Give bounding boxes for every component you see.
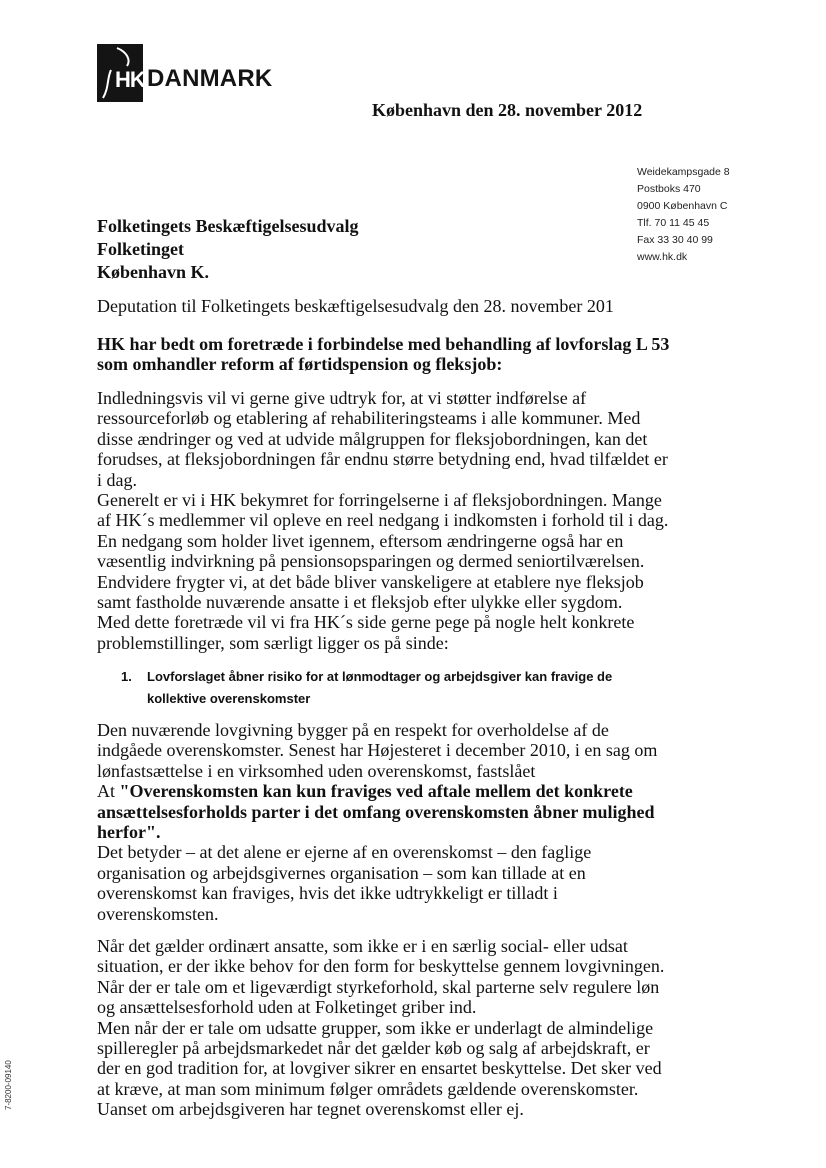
item-number: 1. — [121, 669, 132, 684]
date-line: København den 28. november 2012 — [372, 100, 643, 120]
numbered-item — [121, 666, 612, 710]
body-line: ressourceforløb og etablering af rehabiliteringsteams i alle kommuner. Med — [97, 408, 641, 429]
body-line: situation, er der ikke behov for den form for beskyttelse gennem lovgivningen. — [97, 956, 665, 977]
body-line: indgåede overenskomster. Senest har Højesteret i december 2010, i en sag om — [97, 740, 658, 761]
recipient-line: Folketinget — [97, 239, 184, 259]
quote-line — [97, 781, 657, 801]
body-line: problemstillinger, som særligt ligger os på sinde: — [97, 632, 449, 653]
address-city: 0900 København C — [637, 200, 728, 212]
body-line: Den nuværende lovgivning bygger på en respekt for overholdelse af de — [97, 720, 609, 740]
body-line: lønfastsættelse i en virksomhed uden overenskomst, fastslået — [97, 760, 536, 781]
address-pobox: Postboks 470 — [637, 183, 701, 195]
body-line: Med dette foretræde vil vi fra HK´s side gerne pege på nogle helt konkrete — [97, 612, 635, 633]
body-line: Uanset om arbejdsgiveren har tegnet overenskomst eller ej. — [97, 1099, 524, 1120]
body-line: Når det gælder ordinært ansatte, som ikke er i en særlig social- eller udsat — [97, 936, 628, 956]
body-line: Men når der er tale om udsatte grupper, som ikke er underlagt de almindelige — [97, 1017, 654, 1038]
margin-document-code: 7-8200-09140 — [4, 1060, 13, 1110]
recipient-line: København K. — [97, 262, 210, 282]
sender-address — [637, 164, 730, 266]
body-line: overenskomst kan fraviges, hvis det ikke udtrykkeligt er tilladt i — [97, 883, 558, 904]
heading-line: HK har bedt om foretræde i forbindelse med behandling af lovforslag L 53 — [97, 334, 670, 354]
body-line: En nedgang som holder livet igennem, eftersom ændringerne også har en — [97, 530, 624, 551]
body-line: organisation og arbejdsgivernes organisation – som kan tillade at en — [97, 862, 586, 883]
address-phone: Tlf. 70 11 45 45 — [637, 217, 710, 229]
body-line: forudses, at fleksjobordningen får endnu større betydning end, hvad tilfældet er — [97, 449, 668, 470]
item-line: kollektive overenskomster — [147, 691, 311, 706]
body-line: og ansættelsesforhold uden at Folketinget griber ind. — [97, 997, 477, 1018]
recipient-block — [97, 215, 359, 284]
address-fax: Fax 33 30 40 99 — [637, 234, 713, 246]
section-paragraph — [97, 720, 657, 924]
quote-lead: At — [97, 781, 120, 802]
deputation-line: Deputation til Folketingets beskæftigelsesudvalg den 28. november 201 — [97, 296, 614, 316]
hk-logo-mark — [97, 44, 143, 102]
body-line: Indledningsvis vil vi gerne give udtryk for, at vi støtter indførelse af — [97, 388, 587, 408]
body-line: disse ændringer og ved at udvide målgruppen for fleksjobordningen, kan det — [97, 428, 648, 449]
quote-line: herfor". — [97, 822, 161, 843]
heading-line: som omhandler reform af førtidspension og fleksjob: — [97, 354, 503, 374]
body-line: spilleregler på arbejdsmarkedet når det gælder køb og salg af arbejdskraft, er — [97, 1038, 650, 1059]
body-line: Endvidere frygter vi, at det både bliver vanskeligere at etablere nye fleksjob — [97, 571, 644, 592]
body-line: samt fastholde nuværende ansatte i et fleksjob efter ulykke eller sygdom. — [97, 592, 623, 613]
logo-wordmark: DANMARK — [147, 65, 273, 92]
body-line: Det betyder – at det alene er ejerne af en overenskomst – den faglige — [97, 842, 592, 863]
letter-heading — [97, 334, 677, 374]
address-website: www.hk.dk — [637, 251, 688, 263]
recipient-line: Folketingets Beskæftigelsesudvalg — [97, 216, 359, 236]
body-line: at kræve, at man som minimum følger områdets gældende overenskomster. — [97, 1078, 639, 1099]
address-street: Weidekampsgade 8 — [637, 166, 730, 178]
intro-paragraph — [97, 388, 669, 653]
item-line: Lovforslaget åbner risiko for at lønmodtager og arbejdsgiver kan fravige de — [147, 669, 613, 684]
quote-text: "Overenskomsten kan kun fraviges ved aftale mellem det konkrete — [119, 781, 633, 802]
hk-danmark-logo — [97, 44, 287, 102]
body-line: overenskomsten. — [97, 903, 219, 924]
body-line: i dag. — [97, 469, 137, 490]
body-line: Når der er tale om et ligeværdigt styrkeforhold, skal parterne selv regulere løn — [97, 976, 660, 997]
body-line: væsentlig indvirkning på pensionsopsparingen og dermed seniortilværelsen. — [97, 551, 645, 572]
body-line: Generelt er vi i HK bekymret for forringelserne i af fleksjobordningen. Mange — [97, 490, 662, 511]
body-line: der en god tradition for, at lovgiver sikrer en ensartet beskyttelse. Det sker ved — [97, 1058, 662, 1079]
logo-mark-text: HK — [115, 67, 145, 92]
body-line: af HK´s medlemmer vil opleve en reel nedgang i indkomsten i forhold til i dag. — [97, 510, 669, 531]
quote-line: ansættelsesforholds parter i det omfang overenskomsten åbner mulighed — [97, 801, 655, 822]
section-paragraph — [97, 936, 665, 1120]
